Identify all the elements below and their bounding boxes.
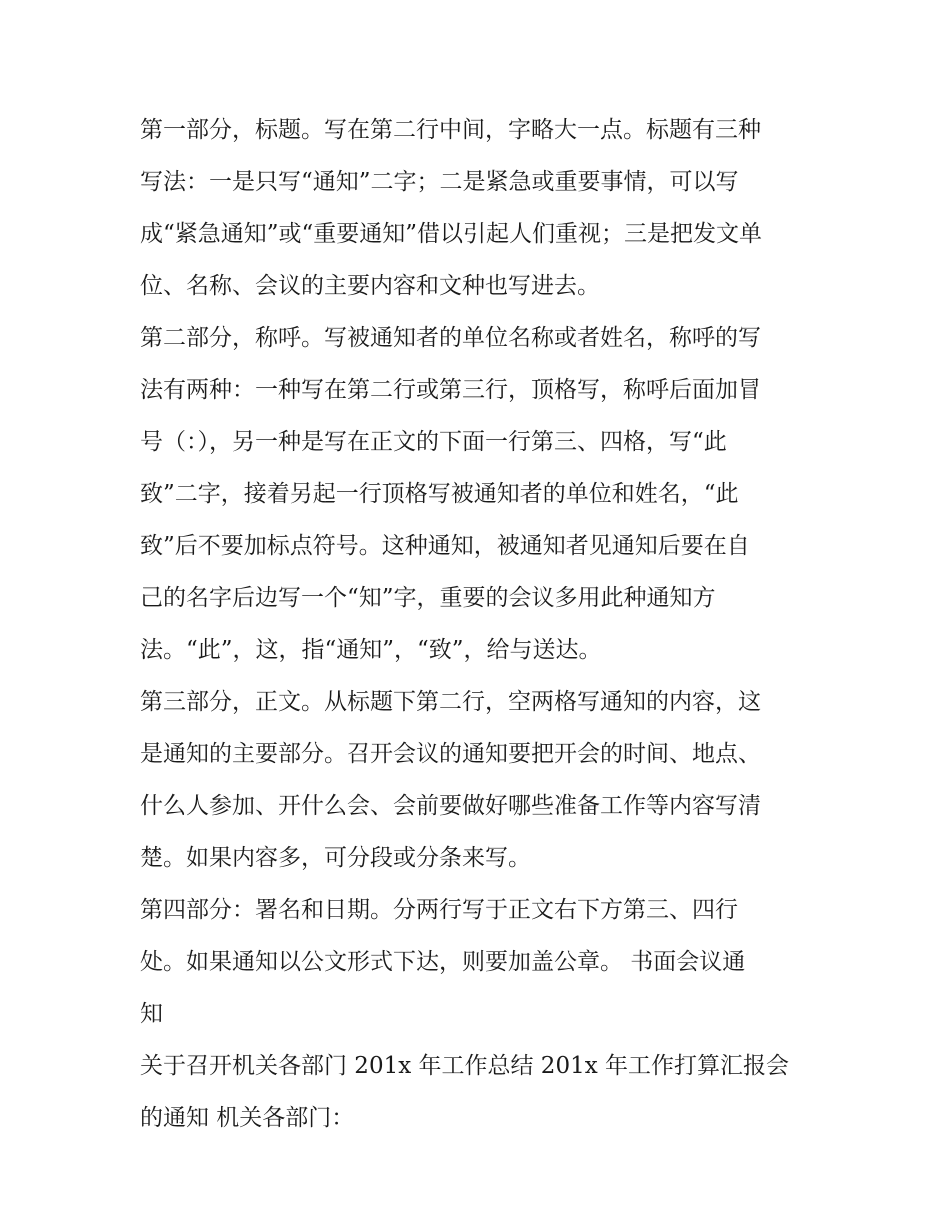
text-line: 是通知的主要部分。召开会议的通知要把开会的时间、地点、: [140, 741, 761, 767]
text-line: 号（：），另一种是写在正文的下面一行第三、四格，写“此: [140, 429, 727, 455]
text-line: 第四部分：署名和日期。分两行写于正文右下方第三、四行: [140, 897, 738, 923]
text-line: 成“紧急通知”或“重要通知”借以引起人们重视；三是把发文单: [140, 221, 763, 247]
text-line: 第一部分，标题。写在第二行中间，字略大一点。标题有三种: [140, 117, 761, 143]
text-line: 致”后不要加标点符号。这种通知，被通知者见通知后要在自: [140, 533, 750, 559]
text-line: 写法：一是只写“通知”二字；二是紧急或重要事情，可以写: [140, 169, 739, 195]
text-line: 法有两种：一种写在第二行或第三行，顶格写，称呼后面加冒: [140, 377, 761, 403]
text-line: 第三部分，正文。从标题下第二行，空两格写通知的内容，这: [140, 689, 761, 715]
text-line: 什么人参加、开什么会、会前要做好哪些准备工作等内容写清: [140, 793, 761, 819]
text-line: 己的名字后边写一个“知”字，重要的会议多用此种通知方: [140, 585, 716, 611]
text-line: 位、名称、会议的主要内容和文种也写进去。: [140, 273, 600, 299]
document-body: [140, 104, 820, 1144]
text-line: 的通知 机关各部门：: [140, 1105, 355, 1131]
text-line: 致”二字，接着另起一行顶格写被通知者的单位和姓名，“此: [140, 481, 739, 507]
text-line: 知: [140, 1001, 163, 1027]
text-line: 关于召开机关各部门 201x 年工作总结 201x 年工作打算汇报会: [140, 1053, 789, 1079]
text-line: 法。“此”，这，指“通知”，“致”，给与送达。: [140, 637, 602, 663]
text-line: 第二部分，称呼。写被通知者的单位名称或者姓名，称呼的写: [140, 325, 761, 351]
text-line: 处。如果通知以公文形式下达，则要加盖公章。 书面会议通: [140, 949, 746, 975]
text-line: 楚。如果内容多，可分段或分条来写。: [140, 845, 531, 871]
